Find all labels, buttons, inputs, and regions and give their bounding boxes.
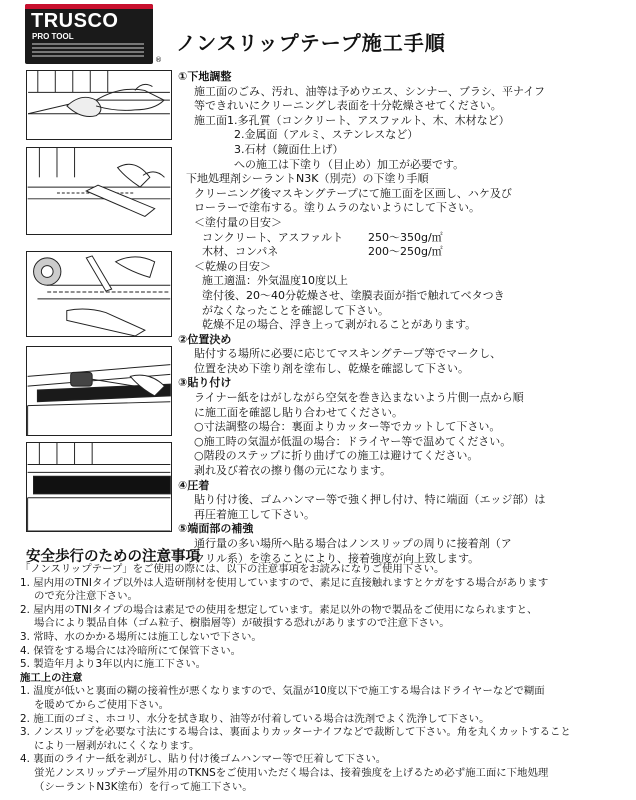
cleaning-drawing	[27, 71, 171, 139]
safety-line	[20, 590, 626, 604]
step-text: ①下地調整	[178, 70, 232, 83]
logo-fine-print	[32, 43, 144, 59]
step-text: 貼付する場所に必要に応じてマスキングテープ等でマークし、	[194, 347, 502, 361]
step-text: クリル系）を塗ることにより、接着強度が向上致します。	[194, 551, 480, 565]
step-line	[178, 187, 623, 202]
step-line	[178, 114, 623, 129]
safety-heading	[20, 672, 626, 686]
step-text: 下地処理剤シーラントN3K（別売）の下塗り手順	[186, 172, 429, 186]
hammer-drawing	[27, 347, 171, 435]
trusco-logo	[25, 4, 161, 66]
step-text: ⑤端面部の補強	[178, 522, 254, 536]
safety-text: ので充分注意下さい。	[34, 590, 138, 603]
safety-notes	[20, 563, 626, 794]
step-line	[178, 362, 623, 377]
step-line	[178, 435, 623, 450]
step-line	[178, 289, 623, 304]
step-text: がなくなったことを確認して下さい。	[202, 303, 389, 317]
step-text: ○施工時の気温が低温の場合：ドライヤー等で温めてください。	[194, 434, 512, 448]
step-line	[178, 391, 623, 406]
step-text: 乾燥不足の場合、浮き上って剥がれることがあります。	[202, 318, 477, 332]
logo-name: TRUSCO	[31, 10, 119, 32]
safety-text: により一層剥がれにくくなります。	[34, 739, 200, 752]
safety-text: 場合により製品自体（ゴム粒子、樹脂層等）が破損する恐れがありますので注意下さい。	[34, 617, 450, 630]
step-text: 施工面のごみ、汚れ、油等は予めウエス、シンナー、ブラシ、平ナイフ	[194, 84, 545, 98]
step-text: 通行量の多い場所へ貼る場合はノンスリップの周りに接着剤（ア	[194, 537, 512, 550]
step-text: ②位置決め	[178, 332, 232, 346]
step-text: 木材、コンパネ	[202, 245, 279, 259]
step-line	[178, 99, 623, 114]
step-line	[178, 304, 623, 319]
step-text: 再圧着施工して下さい。	[194, 507, 315, 521]
step-heading	[178, 479, 623, 494]
illustration-finished	[26, 442, 172, 532]
safety-text: 1. 屋内用のTNIタイプ以外は人造研削材を使用していますので、素足に直接触れますとケガをする場合があります	[20, 576, 549, 589]
safety-text: 施工上の注意	[20, 671, 83, 684]
step-text: ライナー紙をはがしながら空気を巻き込まないよう片側一点から順	[194, 391, 524, 405]
step-text: 施工面1.多孔質（コンクリート、アスファルト、木、木材など）	[194, 113, 510, 127]
step-text: 施工適温：外気温度10度以上	[202, 274, 348, 288]
step-line	[178, 245, 623, 260]
step-text: への施工は下塗り（目止め）加工が必要です。	[234, 157, 465, 171]
step-text: ＜乾燥の目安＞	[194, 259, 271, 273]
illustration-primer	[26, 147, 172, 235]
safety-line	[20, 713, 626, 727]
step-text: に施工面を確認し貼り合わせてください。	[194, 405, 403, 419]
step-text: ④圧着	[178, 478, 210, 492]
safety-line	[20, 617, 626, 631]
illustration-cleaning	[26, 70, 172, 140]
step-heading	[178, 70, 623, 85]
step-text: ＜塗付量の目安＞	[194, 215, 282, 229]
safety-text: 3. ノンスリップを必要な寸法にする場合は、裏面よりカッターナイフなどで裁断して下さい。角を丸くカットすること	[20, 726, 571, 739]
step-line	[178, 85, 623, 100]
step-text: クリーニング後マスキングテープにて施工面を区画し、ハケ及び	[194, 186, 512, 200]
step-text: 塗付後、20～40分乾燥させ、塗膜表面が指で触れてベタつき	[202, 288, 505, 302]
step-text: ローラーで塗布する。塗りムラのないようにして下さい。	[194, 201, 480, 215]
safety-line	[20, 563, 626, 577]
safety-text: 「ノンスリップテープ」をご使用の際には、以下の注意事項をお読みになりご使用下さい。	[20, 563, 445, 575]
safety-title: 安全歩行のための注意事項	[26, 549, 200, 565]
step-heading	[178, 333, 623, 348]
primer-drawing	[27, 148, 171, 234]
safety-text: 3. 常時、水のかかる場所には施工しないで下さい。	[20, 630, 262, 643]
safety-line	[20, 740, 626, 754]
step-line	[178, 172, 623, 187]
safety-text: 2. 屋内用のTNIタイプの場合は素足での使用を想定しています。素足以外の物で製品をご使用になられますと、	[20, 603, 538, 616]
step-line	[178, 464, 623, 479]
safety-line	[20, 645, 626, 659]
safety-line	[20, 577, 626, 591]
step-line	[178, 260, 623, 275]
safety-text: を暖めてからご使用下さい。	[34, 698, 170, 711]
step-value: 200～250g/㎡	[368, 245, 443, 259]
safety-line	[20, 604, 626, 618]
step-text: ○寸法調整の場合：裏面よりカッター等でカットして下さい。	[194, 420, 501, 434]
step-text: 位置を決め下塗り剤を塗布し、乾燥を確認して下さい。	[194, 361, 469, 375]
logo-subtitle: PRO TOOL	[32, 32, 74, 41]
safety-text: 4. 裏面のライナー紙を剥がし、貼り付け後ゴムハンマー等で圧着して下さい。	[20, 753, 387, 766]
safety-text: 2. 施工面のゴミ、ホコリ、水分を拭き取り、油等が付着している場合は洗剤でよく洗浄して下さい。	[20, 712, 490, 725]
step-text: コンクリート、アスファルト	[202, 230, 344, 244]
page-title: ノンスリップテープ施工手順	[176, 31, 446, 55]
illustration-masking	[26, 251, 172, 337]
step-heading	[178, 376, 623, 391]
step-text: 2.金属面（アルミ、ステンレスなど）	[234, 128, 419, 142]
registered-mark: ®	[155, 56, 162, 64]
step-line	[178, 493, 623, 508]
step-line	[178, 128, 623, 143]
step-text: ○階段のステップに折り曲げての施工は避けてください。	[194, 449, 479, 463]
step-line	[178, 508, 623, 523]
safety-line	[20, 685, 626, 699]
safety-text: 1. 温度が低いと裏面の糊の接着性が悪くなりますので、気温が10度以下で施工する場合はドライヤーなどで糊面	[20, 685, 545, 698]
safety-line	[20, 781, 626, 795]
safety-line	[20, 631, 626, 645]
safety-line	[20, 699, 626, 713]
safety-line	[20, 753, 626, 767]
logo-badge	[25, 4, 153, 64]
step-line	[178, 231, 623, 246]
illustration-hammer	[26, 346, 172, 436]
step-line	[178, 143, 623, 158]
step-line	[178, 449, 623, 464]
safety-text: 4. 保管をする場合には冷暗所にて保管下さい。	[20, 644, 242, 657]
step-text: 3.石材（鏡面仕上げ）	[234, 142, 344, 156]
step-text: 貼り付け後、ゴムハンマー等で強く押し付け、特に端面（エッジ部）は	[194, 493, 546, 507]
step-line	[178, 537, 623, 552]
finished-drawing	[27, 443, 171, 531]
safety-text: 蛍光ノンスリップテープ屋外用のTKNSをご使用いただく場合は、接着強度を上げるため必ず施工面に下地処理	[34, 766, 549, 779]
logo-red-stripe	[25, 4, 153, 9]
step-line	[178, 201, 623, 216]
step-line	[178, 216, 623, 231]
step-line	[178, 274, 623, 289]
safety-line	[20, 767, 626, 781]
safety-text: 5. 製造年月より3年以内に施工下さい。	[20, 658, 207, 671]
step-line	[178, 158, 623, 173]
step-line	[178, 347, 623, 362]
safety-line	[20, 658, 626, 672]
step-text: ③貼り付け	[178, 376, 232, 390]
step-heading	[178, 522, 623, 537]
masking-drawing	[27, 252, 171, 336]
step-line	[178, 420, 623, 435]
safety-line	[20, 726, 626, 740]
step-text: 等できれいにクリーニングし表面を十分乾燥させてください。	[194, 99, 502, 113]
installation-steps	[178, 70, 623, 566]
safety-text: （シーラントN3K塗布）を行って施工下さい。	[34, 780, 253, 793]
step-value: 250～350g/㎡	[368, 230, 443, 244]
step-text: 剥れ及び着衣の擦り傷の元になります。	[194, 464, 392, 478]
step-line	[178, 318, 623, 333]
step-line	[178, 406, 623, 421]
